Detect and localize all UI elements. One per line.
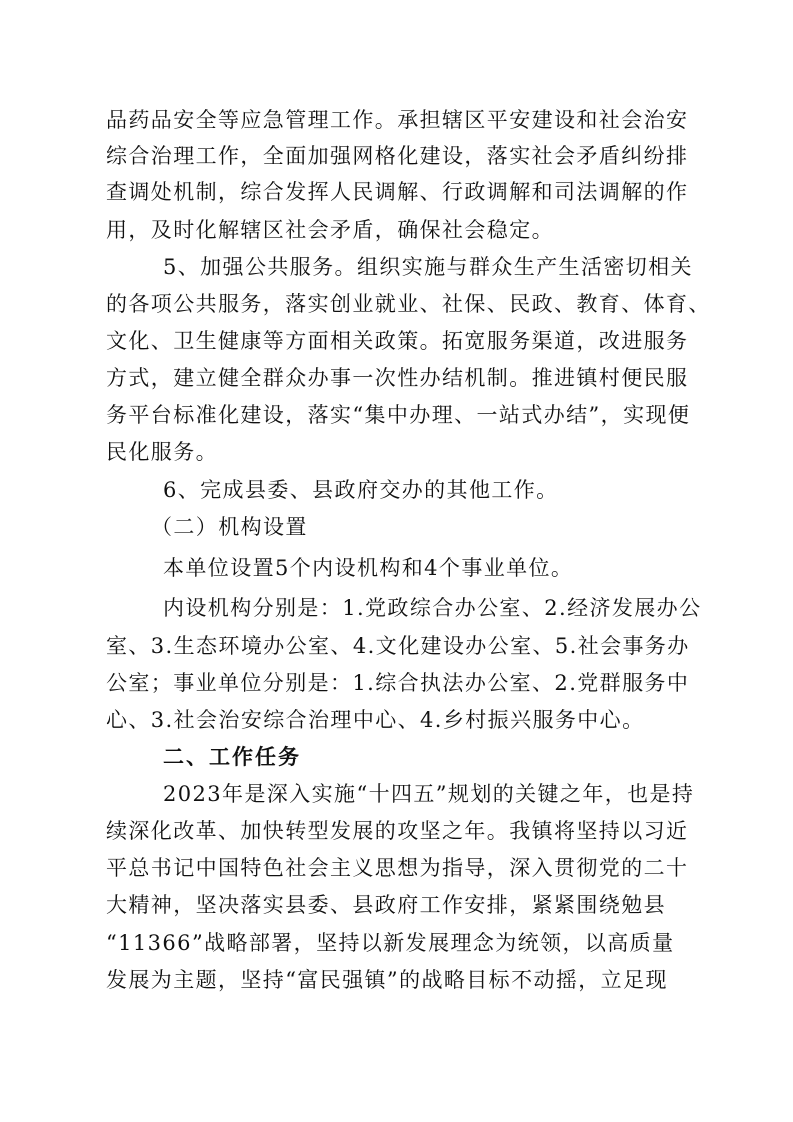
paragraph-line: 品药品安全等应急管理工作。承担辖区平安建设和社会治安 (106, 108, 689, 132)
paragraph-line: 发展为主题，坚持“富民强镇”的战略目标不动摇，立足现 (106, 968, 668, 992)
paragraph-line: 文化、卫生健康等方面相关政策。拓宽服务渠道，改进服务 (106, 329, 689, 353)
paragraph-line: 2023年是深入实施“十四五”规划的关键之年，也是持 (163, 782, 695, 806)
paragraph-line: 民化服务。 (106, 440, 218, 464)
paragraph-line: 公室；事业单位分别是：1.综合执法办公室、2.党群服务中 (106, 671, 690, 695)
section-heading: 二、工作任务 (163, 745, 301, 769)
paragraph-line: 用，及时化解辖区社会矛盾，确保社会稳定。 (106, 218, 554, 242)
paragraph-line: “11366”战略部署，坚持以新发展理念为统领，以高质量 (106, 931, 675, 955)
paragraph-line: 内设机构分别是：1.党政综合办公室、2.经济发展办公 (163, 596, 702, 620)
paragraph-line: 续深化改革、加快转型发展的攻坚之年。我镇将坚持以习近 (106, 819, 689, 843)
paragraph-line: 综合治理工作，全面加强网格化建设，落实社会矛盾纠纷排 (106, 144, 689, 168)
paragraph-line: 心、3.社会治安综合治理中心、4.乡村振兴服务中心。 (106, 708, 645, 732)
paragraph-line: 平总书记中国特色社会主义思想为指导，深入贯彻党的二十 (106, 856, 689, 880)
subsection-heading: （二）机构设置 (151, 515, 308, 539)
paragraph-line: 务平台标准化建设，落实“集中办理、一站式办结”，实现便 (106, 403, 691, 427)
paragraph-line: 方式，建立健全群众办事一次性办结机制。推进镇村便民服 (106, 366, 689, 390)
list-item-6-line: 6、完成县委、县政府交办的其他工作。 (163, 478, 559, 502)
paragraph-line: 本单位设置5个内设机构和4个事业单位。 (163, 556, 574, 580)
paragraph-line: 大精神，坚决落实县委、县政府工作安排，紧紧围绕勉县 (106, 893, 666, 917)
paragraph-line: 室、3.生态环境办公室、4.文化建设办公室、5.社会事务办 (106, 634, 690, 658)
list-item-5-line: 5、加强公共服务。组织实施与群众生产生活密切相关 (163, 255, 693, 279)
paragraph-line: 的各项公共服务，落实创业就业、社保、民政、教育、体育、 (106, 292, 711, 316)
paragraph-line: 查调处机制，综合发挥人民调解、行政调解和司法调解的作 (106, 180, 689, 204)
